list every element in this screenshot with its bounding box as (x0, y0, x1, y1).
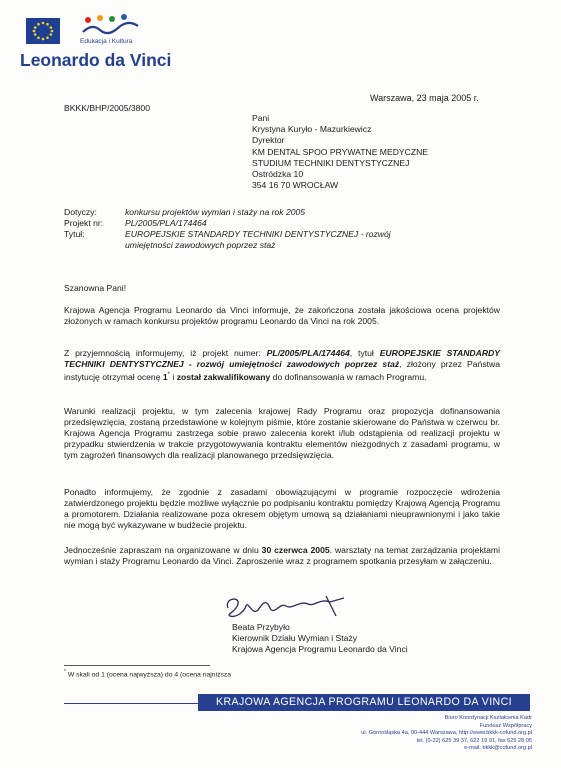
paragraph-evaluation: Krajowa Agencja Programu Leonardo da Vinci informuje, że zakończona została jakościowa ocena projektów złożonych w ramach konkursu projektów programu Leonardo da Vinci na rok 2005. (64, 305, 500, 326)
footer-address-line: Biuro Koordynacji Kształcenia Kadr (444, 715, 532, 721)
signer-block (232, 622, 408, 656)
p2-text: , tytuł (349, 348, 380, 358)
meta-project-number: PL/2005/PLA/174464 (125, 218, 207, 228)
recipient-line: Pani (252, 113, 270, 123)
grade-value: 1 (162, 371, 168, 382)
meta-label-project: Projekt nr: (64, 218, 104, 228)
footnote-divider (64, 665, 210, 666)
p2-text: , złożony przez Państwa instytucję otrzymał ocenę (64, 359, 500, 382)
footer-banner: KRAJOWA AGENCJA PROGRAMU LEONARDO DA VINCI (198, 694, 530, 711)
salutation: Szanowna Pani! (64, 283, 127, 293)
recipient-line: Dyrektor (252, 135, 285, 146)
letter-date: Warszawa, 23 maja 2005 r. (370, 93, 479, 103)
recipient-line: Krystyna Kuryło - Mazurkiewicz (252, 124, 372, 135)
p2-text: i (170, 371, 177, 382)
eu-flag-icon (26, 18, 60, 44)
recipient-address (252, 113, 428, 191)
paragraph-conditions: Warunki realizacji projektu, w tym zalecenia krajowej Rady Programu oraz propozycja dofinansowania przedsięwzięcia, zostaną przedstawione w kolejnym piśmie, które zostanie skierowane do Państwa w czerwcu br. Krajowa Agencja Programu zastrzega sobie prawo zalecenia korekt i/lub odstąpienia od realizacji projektu w przypadku stwierdzenia w trakcie przygotowywania kontraktu elementów niezgodnych z zasadami programu, w tym zagrożeń finansowych dla realizacji planowanego przedsięwzięcia. (64, 406, 500, 460)
people-logo-icon (80, 14, 144, 36)
p2-text: do dofinansowania w ramach Programu. (270, 371, 427, 382)
recipient-line: 354 16 70 WROCŁAW (252, 180, 339, 191)
footnote-text: W skali od 1 (ocena najwyższa) do 4 (ocena najniższa (67, 671, 232, 679)
p5-text: . warsztaty na temat zarządzania projektami wymian i staży Programu Leonardo da Vinci. Zaproszenie wraz z programem spotkania przesyłam w załączeniu. (64, 545, 500, 566)
footnote-marker: * (64, 669, 66, 675)
p2-text: Z przyjemnością informujemy, iż projekt numer: (64, 348, 267, 358)
handwritten-signature (222, 594, 352, 620)
footer-address-line: Fundusz Współpracy (479, 722, 532, 729)
footer-address-line: e-mail: bkkk@cofund.org.pl (464, 745, 532, 752)
footer-address-line: tel. (0-22) 625 39 37, 622 19 91, fax 625 28 05 (416, 737, 532, 744)
signer-position: Kierownik Działu Wymian i Staży (232, 633, 358, 644)
recipient-line: STUDIUM TECHNIKI DENTYSTYCZNEJ (252, 157, 410, 168)
footnote-reference: * (167, 372, 170, 378)
brand-title: Leonardo da Vinci (20, 50, 172, 70)
recipient-line: KM DENTAL SPOO PRYWATNE MEDYCZNE (252, 146, 429, 157)
p5-text: Jednocześnie zapraszam na organizowane w dniu (64, 545, 262, 555)
reference-number: BKKK/BHP/2005/3800 (64, 103, 150, 113)
qualified-bold: został zakwalifikowany (176, 371, 271, 382)
paragraph-qualification (64, 348, 500, 383)
meta-title-line2: umiejętności zawodowych poprzez staż (125, 240, 276, 250)
footer-address-line: ul. Górnośląska 4a, 00-444 Warszawa, http://www.bkkk-cofund.org.pl (361, 730, 532, 737)
meta-label-subject: Dotyczy: (64, 207, 97, 217)
project-number-bold: PL/2005/PLA/174464 (266, 348, 350, 358)
signer-name: Beata Przybyło (232, 622, 290, 632)
program-label: Edukacja i Kultura (80, 38, 133, 45)
meta-subject: konkursu projektów wymian i staży na rok 2005 (125, 207, 306, 217)
recipient-line: Ostródzka 10 (252, 169, 304, 180)
project-title-bold: EUROPEJSKIE STANDARDY TECHNIKI DENTYSTYCZNEJ - rozwój umiejętności zawodowych poprzez staż (64, 348, 500, 369)
paragraph-invitation (64, 545, 500, 567)
signer-organization: Krajowa Agencja Programu Leonardo da Vinci (232, 644, 408, 655)
footer-address (361, 715, 532, 753)
meta-label-title: Tytuł: (64, 229, 85, 239)
meta-title-line1: EUROPEJSKIE STANDARDY TECHNIKI DENTYSTYCZNEJ - rozwój (125, 229, 391, 239)
footnote (64, 669, 231, 678)
paragraph-contract: Ponadto informujemy, że zgodnie z zasadami obowiązującymi w programie rozpoczęcie wdrożenia zatwierdzonego projektu będzie możliwe wyłącznie po podpisaniu kontraktu pomiędzy Krajową Agencją Programu a promotorem. Działania realizowane poza okresem objętym umową są działaniami nieuprawnionymi i jako takie nie mogą być wykazywane w budżecie projektu. (64, 487, 500, 530)
workshop-date-bold: 30 czerwca 2005 (261, 545, 330, 555)
